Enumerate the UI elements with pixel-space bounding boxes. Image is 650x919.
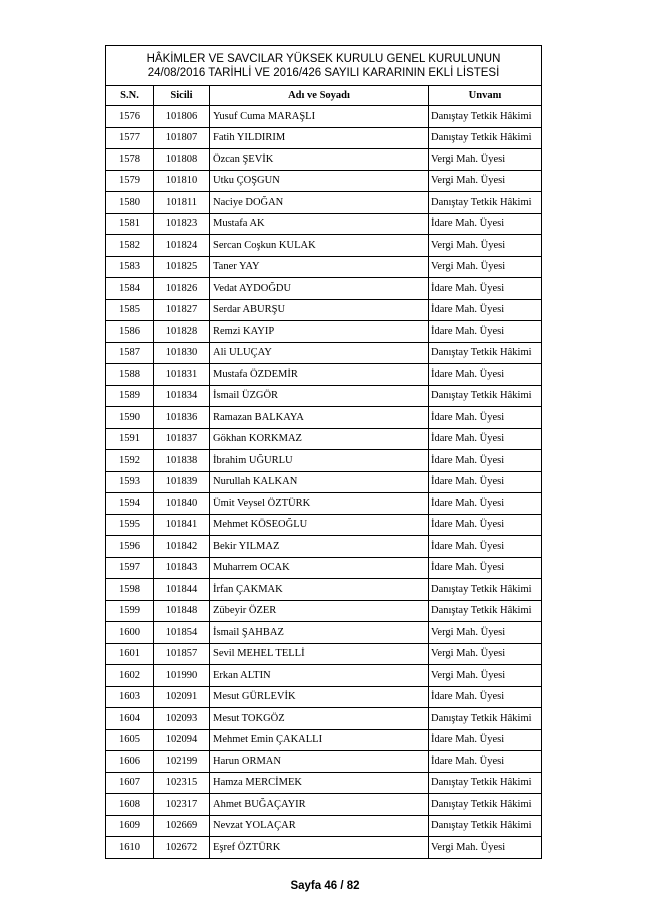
cell-name: Zübeyir ÖZER bbox=[210, 600, 429, 622]
cell-name: Ramazan BALKAYA bbox=[210, 407, 429, 429]
cell-unvan: Danıştay Tetkik Hâkimi bbox=[429, 815, 542, 837]
cell-name: Utku ÇOŞGUN bbox=[210, 170, 429, 192]
cell-sn: 1584 bbox=[106, 278, 154, 300]
cell-unvan: İdare Mah. Üyesi bbox=[429, 450, 542, 472]
cell-sn: 1603 bbox=[106, 686, 154, 708]
cell-unvan: Danıştay Tetkik Hâkimi bbox=[429, 708, 542, 730]
table-row bbox=[106, 643, 542, 665]
cell-unvan: Danıştay Tetkik Hâkimi bbox=[429, 106, 542, 128]
cell-sicil: 101830 bbox=[154, 342, 210, 364]
table-row bbox=[106, 321, 542, 343]
cell-sicil: 101806 bbox=[154, 106, 210, 128]
cell-sn: 1591 bbox=[106, 428, 154, 450]
cell-name: İsmail ÜZGÖR bbox=[210, 385, 429, 407]
cell-name: Nevzat YOLAÇAR bbox=[210, 815, 429, 837]
cell-name: Eşref ÖZTÜRK bbox=[210, 837, 429, 859]
column-header-sicil: Sicili bbox=[154, 86, 210, 106]
cell-sicil: 101827 bbox=[154, 299, 210, 321]
cell-sicil: 101834 bbox=[154, 385, 210, 407]
table-row bbox=[106, 385, 542, 407]
cell-sn: 1577 bbox=[106, 127, 154, 149]
cell-sicil: 102672 bbox=[154, 837, 210, 859]
cell-unvan: Danıştay Tetkik Hâkimi bbox=[429, 192, 542, 214]
cell-sn: 1585 bbox=[106, 299, 154, 321]
column-header-name: Adı ve Soyadı bbox=[210, 86, 429, 106]
personnel-list-table bbox=[105, 45, 542, 859]
cell-sicil: 101840 bbox=[154, 493, 210, 515]
cell-name: Mehmet Emin ÇAKALLI bbox=[210, 729, 429, 751]
cell-name: Nurullah KALKAN bbox=[210, 471, 429, 493]
cell-unvan: İdare Mah. Üyesi bbox=[429, 471, 542, 493]
cell-sn: 1592 bbox=[106, 450, 154, 472]
cell-sicil: 101837 bbox=[154, 428, 210, 450]
cell-sn: 1597 bbox=[106, 557, 154, 579]
table-row bbox=[106, 557, 542, 579]
cell-unvan: Vergi Mah. Üyesi bbox=[429, 235, 542, 257]
cell-unvan: Danıştay Tetkik Hâkimi bbox=[429, 600, 542, 622]
cell-sn: 1581 bbox=[106, 213, 154, 235]
table-row bbox=[106, 450, 542, 472]
cell-sicil: 101823 bbox=[154, 213, 210, 235]
cell-unvan: Vergi Mah. Üyesi bbox=[429, 665, 542, 687]
table-row bbox=[106, 106, 542, 128]
cell-sn: 1576 bbox=[106, 106, 154, 128]
cell-sn: 1600 bbox=[106, 622, 154, 644]
cell-name: Hamza MERCİMEK bbox=[210, 772, 429, 794]
cell-unvan: Vergi Mah. Üyesi bbox=[429, 643, 542, 665]
cell-unvan: İdare Mah. Üyesi bbox=[429, 493, 542, 515]
cell-sicil: 102315 bbox=[154, 772, 210, 794]
cell-sn: 1596 bbox=[106, 536, 154, 558]
cell-sicil: 101808 bbox=[154, 149, 210, 171]
cell-unvan: Vergi Mah. Üyesi bbox=[429, 149, 542, 171]
cell-sn: 1598 bbox=[106, 579, 154, 601]
table-row bbox=[106, 837, 542, 859]
cell-name: Gökhan KORKMAZ bbox=[210, 428, 429, 450]
cell-sicil: 101854 bbox=[154, 622, 210, 644]
table-row bbox=[106, 428, 542, 450]
cell-sicil: 101828 bbox=[154, 321, 210, 343]
cell-sn: 1595 bbox=[106, 514, 154, 536]
cell-name: Mesut TOKGÖZ bbox=[210, 708, 429, 730]
cell-sicil: 101836 bbox=[154, 407, 210, 429]
cell-sicil: 101838 bbox=[154, 450, 210, 472]
cell-sn: 1601 bbox=[106, 643, 154, 665]
cell-name: Naciye DOĞAN bbox=[210, 192, 429, 214]
cell-name: Harun ORMAN bbox=[210, 751, 429, 773]
cell-sicil: 101839 bbox=[154, 471, 210, 493]
cell-name: Ümit Veysel ÖZTÜRK bbox=[210, 493, 429, 515]
cell-unvan: İdare Mah. Üyesi bbox=[429, 364, 542, 386]
cell-name: İsmail ŞAHBAZ bbox=[210, 622, 429, 644]
cell-unvan: İdare Mah. Üyesi bbox=[429, 557, 542, 579]
cell-unvan: Danıştay Tetkik Hâkimi bbox=[429, 342, 542, 364]
cell-sn: 1610 bbox=[106, 837, 154, 859]
cell-name: Sevil MEHEL TELLİ bbox=[210, 643, 429, 665]
cell-name: İrfan ÇAKMAK bbox=[210, 579, 429, 601]
table-row bbox=[106, 127, 542, 149]
cell-sn: 1594 bbox=[106, 493, 154, 515]
table-row bbox=[106, 493, 542, 515]
table-row bbox=[106, 772, 542, 794]
cell-sn: 1590 bbox=[106, 407, 154, 429]
cell-sicil: 101842 bbox=[154, 536, 210, 558]
table-row bbox=[106, 364, 542, 386]
cell-name: Remzi KAYIP bbox=[210, 321, 429, 343]
cell-sn: 1589 bbox=[106, 385, 154, 407]
table-row bbox=[106, 600, 542, 622]
table-row bbox=[106, 729, 542, 751]
cell-sn: 1599 bbox=[106, 600, 154, 622]
cell-sicil: 102199 bbox=[154, 751, 210, 773]
table-row bbox=[106, 686, 542, 708]
cell-unvan: İdare Mah. Üyesi bbox=[429, 751, 542, 773]
cell-sicil: 102093 bbox=[154, 708, 210, 730]
table-row bbox=[106, 235, 542, 257]
table-row bbox=[106, 751, 542, 773]
cell-sn: 1582 bbox=[106, 235, 154, 257]
title-row bbox=[106, 46, 542, 86]
cell-sicil: 101990 bbox=[154, 665, 210, 687]
cell-unvan: İdare Mah. Üyesi bbox=[429, 321, 542, 343]
table-row bbox=[106, 278, 542, 300]
document-title bbox=[106, 46, 542, 86]
table-row bbox=[106, 514, 542, 536]
table-row bbox=[106, 708, 542, 730]
cell-sn: 1587 bbox=[106, 342, 154, 364]
table-row bbox=[106, 170, 542, 192]
cell-unvan: İdare Mah. Üyesi bbox=[429, 514, 542, 536]
column-header-sn: S.N. bbox=[106, 86, 154, 106]
cell-unvan: Danıştay Tetkik Hâkimi bbox=[429, 794, 542, 816]
title-line-1: HÂKİMLER VE SAVCILAR YÜKSEK KURULU GENEL KURULUNUN bbox=[146, 52, 501, 65]
cell-sicil: 101831 bbox=[154, 364, 210, 386]
cell-unvan: İdare Mah. Üyesi bbox=[429, 278, 542, 300]
cell-name: Ali ULUÇAY bbox=[210, 342, 429, 364]
cell-sicil: 101841 bbox=[154, 514, 210, 536]
cell-unvan: Danıştay Tetkik Hâkimi bbox=[429, 579, 542, 601]
table-row bbox=[106, 794, 542, 816]
cell-sn: 1583 bbox=[106, 256, 154, 278]
cell-name: Mehmet KÖSEOĞLU bbox=[210, 514, 429, 536]
column-header-unvan: Unvanı bbox=[429, 86, 542, 106]
cell-sn: 1588 bbox=[106, 364, 154, 386]
cell-sn: 1579 bbox=[106, 170, 154, 192]
table-row bbox=[106, 665, 542, 687]
header-row bbox=[106, 86, 542, 106]
table-row bbox=[106, 342, 542, 364]
table-row bbox=[106, 299, 542, 321]
cell-unvan: İdare Mah. Üyesi bbox=[429, 729, 542, 751]
cell-sicil: 102669 bbox=[154, 815, 210, 837]
cell-sicil: 101826 bbox=[154, 278, 210, 300]
cell-name: Muharrem OCAK bbox=[210, 557, 429, 579]
cell-sn: 1609 bbox=[106, 815, 154, 837]
table-row bbox=[106, 192, 542, 214]
cell-name: Özcan ŞEVİK bbox=[210, 149, 429, 171]
cell-sicil: 102317 bbox=[154, 794, 210, 816]
cell-sicil: 101844 bbox=[154, 579, 210, 601]
cell-sn: 1580 bbox=[106, 192, 154, 214]
cell-unvan: İdare Mah. Üyesi bbox=[429, 686, 542, 708]
cell-sn: 1604 bbox=[106, 708, 154, 730]
table-row bbox=[106, 579, 542, 601]
cell-name: Mesut GÜRLEVİK bbox=[210, 686, 429, 708]
cell-name: Vedat AYDOĞDU bbox=[210, 278, 429, 300]
cell-sn: 1593 bbox=[106, 471, 154, 493]
cell-sn: 1586 bbox=[106, 321, 154, 343]
cell-unvan: Vergi Mah. Üyesi bbox=[429, 622, 542, 644]
cell-sicil: 102094 bbox=[154, 729, 210, 751]
cell-sicil: 102091 bbox=[154, 686, 210, 708]
cell-unvan: İdare Mah. Üyesi bbox=[429, 299, 542, 321]
cell-unvan: Danıştay Tetkik Hâkimi bbox=[429, 127, 542, 149]
cell-name: İbrahim UĞURLU bbox=[210, 450, 429, 472]
cell-name: Mustafa ÖZDEMİR bbox=[210, 364, 429, 386]
table-row bbox=[106, 471, 542, 493]
cell-name: Sercan Coşkun KULAK bbox=[210, 235, 429, 257]
cell-unvan: Danıştay Tetkik Hâkimi bbox=[429, 385, 542, 407]
cell-name: Ahmet BUĞAÇAYIR bbox=[210, 794, 429, 816]
cell-unvan: İdare Mah. Üyesi bbox=[429, 428, 542, 450]
table-body bbox=[106, 106, 542, 859]
page-number: Sayfa 46 / 82 bbox=[290, 880, 360, 892]
table-row bbox=[106, 256, 542, 278]
table-row bbox=[106, 815, 542, 837]
cell-sicil: 101811 bbox=[154, 192, 210, 214]
cell-sicil: 101807 bbox=[154, 127, 210, 149]
cell-unvan: Vergi Mah. Üyesi bbox=[429, 837, 542, 859]
title-line-2: 24/08/2016 TARİHLİ VE 2016/426 SAYILI KARARININ EKLİ LİSTESİ bbox=[147, 66, 500, 79]
cell-unvan: Danıştay Tetkik Hâkimi bbox=[429, 772, 542, 794]
cell-sicil: 101824 bbox=[154, 235, 210, 257]
cell-unvan: İdare Mah. Üyesi bbox=[429, 536, 542, 558]
cell-unvan: İdare Mah. Üyesi bbox=[429, 213, 542, 235]
cell-name: Erkan ALTIN bbox=[210, 665, 429, 687]
table-row bbox=[106, 622, 542, 644]
cell-unvan: Vergi Mah. Üyesi bbox=[429, 256, 542, 278]
cell-name: Taner YAY bbox=[210, 256, 429, 278]
cell-sn: 1608 bbox=[106, 794, 154, 816]
cell-name: Bekir YILMAZ bbox=[210, 536, 429, 558]
cell-sicil: 101848 bbox=[154, 600, 210, 622]
table-row bbox=[106, 407, 542, 429]
cell-name: Yusuf Cuma MARAŞLI bbox=[210, 106, 429, 128]
cell-name: Fatih YILDIRIM bbox=[210, 127, 429, 149]
table-row bbox=[106, 536, 542, 558]
cell-sicil: 101843 bbox=[154, 557, 210, 579]
cell-sn: 1607 bbox=[106, 772, 154, 794]
cell-sn: 1605 bbox=[106, 729, 154, 751]
cell-sicil: 101825 bbox=[154, 256, 210, 278]
cell-name: Serdar ABURŞU bbox=[210, 299, 429, 321]
cell-unvan: Vergi Mah. Üyesi bbox=[429, 170, 542, 192]
cell-unvan: İdare Mah. Üyesi bbox=[429, 407, 542, 429]
table-row bbox=[106, 213, 542, 235]
cell-sn: 1606 bbox=[106, 751, 154, 773]
cell-sn: 1602 bbox=[106, 665, 154, 687]
cell-sicil: 101810 bbox=[154, 170, 210, 192]
cell-name: Mustafa AK bbox=[210, 213, 429, 235]
cell-sicil: 101857 bbox=[154, 643, 210, 665]
table-row bbox=[106, 149, 542, 171]
cell-sn: 1578 bbox=[106, 149, 154, 171]
